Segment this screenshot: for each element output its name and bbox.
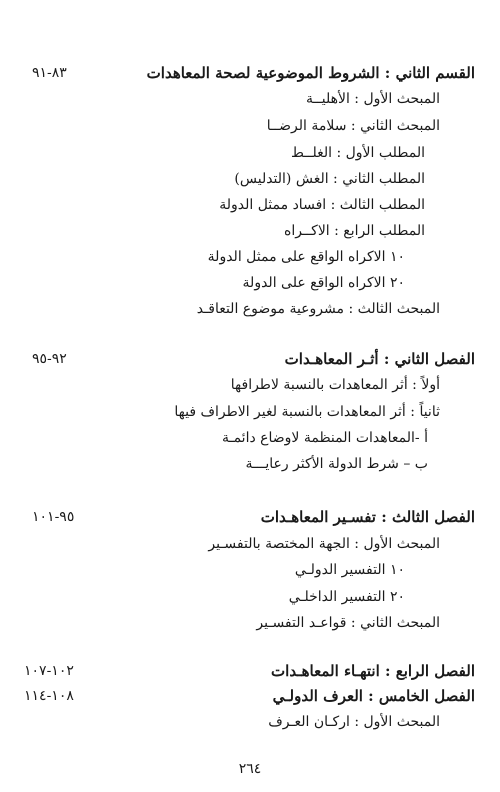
toc-item: المطلب الثاني : الغش (التدليس) xyxy=(234,171,425,187)
toc-item: المبحث الثاني : سلامة الرضــا xyxy=(266,118,440,134)
toc-item: ٢٠ التفسير الداخلـي xyxy=(288,589,405,605)
toc-item: المطلب الرابع : الاكــراه xyxy=(284,223,425,239)
page-range: ٩٢-٩٥ xyxy=(32,351,67,367)
toc-item: المبحث الأول : الأهليــة xyxy=(306,91,440,107)
toc-item: المبحث الأول : اركـان العـرف xyxy=(268,714,440,730)
page-range: ١٠٢-١٠٧ xyxy=(24,663,74,679)
section-heading: الفصل الرابع : انتهـاء المعاهـدات xyxy=(271,662,475,680)
page-number: ٢٦٤ xyxy=(238,761,262,777)
toc-item: أ -المعاهدات المنظمة لاوضاع دائمـة xyxy=(221,430,428,446)
toc-item: المبحث الثالث : مشروعية موضوع التعاقـد xyxy=(196,301,440,317)
toc-item: ٢٠ الاكراه الواقع على الدولة xyxy=(242,275,405,291)
toc-item: المطلب الثالث : افساد ممثل الدولة xyxy=(219,197,425,213)
toc-item: ١٠ الاكراه الواقع على ممثل الدولة xyxy=(207,249,405,265)
toc-item: المبحث الأول : الجهة المختصة بالتفسـير xyxy=(208,536,440,552)
page-range: ٩٥-١٠١ xyxy=(32,509,75,525)
toc-item: ١٠ التفسير الدولـي xyxy=(294,562,405,578)
section-heading: القسم الثاني : الشروط الموضوعية لصحة المعاهدات xyxy=(146,64,475,82)
section-heading: الفصل الخامس : العرف الدولـي xyxy=(272,687,475,705)
toc-item: المطلب الأول : الغلــط xyxy=(290,145,425,161)
page-range: ٨٣-٩١ xyxy=(32,65,67,81)
section-heading: الفصل الثاني : أثـر المعاهـدات xyxy=(284,350,475,368)
page-range: ١٠٨-١١٤ xyxy=(24,688,74,704)
toc-item: أولاً : أثر المعاهدات بالنسبة لاطرافها xyxy=(230,377,440,393)
toc-item: ب – شرط الدولة الأكثر رعايـــة xyxy=(245,456,428,472)
toc-item: المبحث الثاني : قواعـد التفسـير xyxy=(256,615,440,631)
section-heading: الفصل الثالث : تفسـير المعاهـدات xyxy=(260,508,475,526)
toc-item: ثانياً : أثر المعاهدات بالنسبة لغير الاطراف فيها xyxy=(174,404,440,420)
